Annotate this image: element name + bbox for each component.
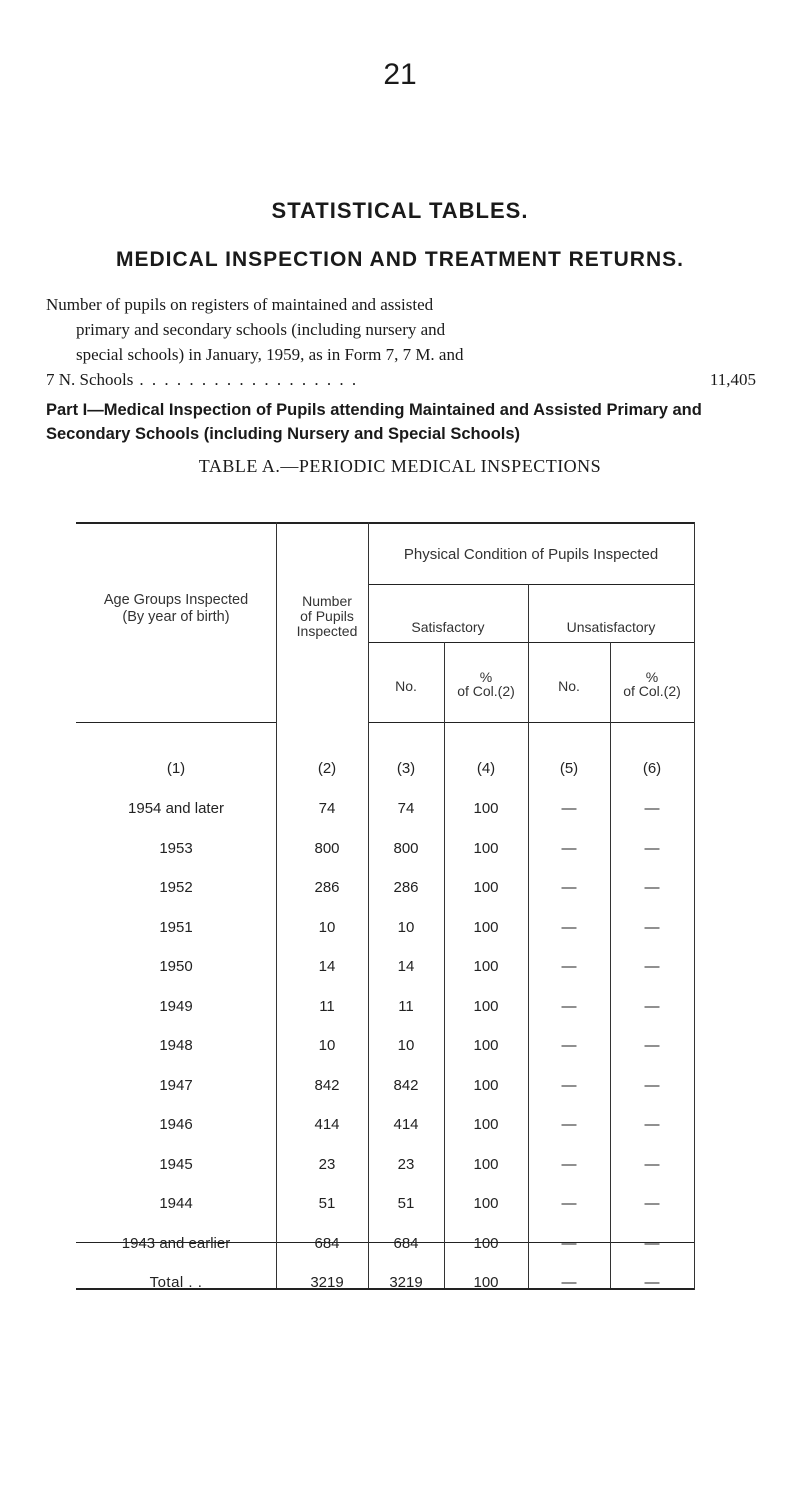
col-divider-4 bbox=[528, 584, 529, 1288]
header-number-inspected-line-2: of Pupils bbox=[300, 608, 354, 624]
table-right-rule bbox=[694, 522, 695, 1290]
table-cell-inspected: 10 bbox=[318, 1037, 336, 1054]
table-cell-inspected: 23 bbox=[318, 1155, 336, 1173]
header-sat-pct-line-2: of Col.(2) bbox=[457, 683, 515, 699]
table-cell-sat-pct: 100 bbox=[473, 800, 499, 817]
column-number: (2) bbox=[317, 760, 337, 777]
header-sat-pct-line-1: % bbox=[479, 669, 493, 685]
intro-line-4-text: 7 N. Schools bbox=[46, 370, 134, 389]
header-physical-condition: Physical Condition of Pupils Inspected bbox=[403, 546, 659, 563]
periodic-inspections-table bbox=[76, 502, 694, 1488]
table-cell-age: 1951 bbox=[159, 918, 193, 936]
table-cell-unsat-pct: — bbox=[644, 1195, 660, 1212]
table-cell-age: 1948 bbox=[159, 1037, 193, 1054]
intro-paragraph bbox=[46, 292, 756, 392]
table-cell-inspected: 11 bbox=[319, 997, 335, 1015]
column-number: (3) bbox=[396, 760, 416, 777]
table-cell-age: 1944 bbox=[159, 1195, 193, 1212]
table-cell-unsat-no: — bbox=[561, 997, 577, 1015]
table-cell-sat-pct: 100 bbox=[473, 1037, 499, 1054]
page-title: STATISTICAL TABLES. bbox=[271, 198, 529, 223]
table-cell-unsat-no: — bbox=[561, 918, 577, 936]
table-cell-sat-no: 286 bbox=[393, 879, 419, 896]
table-cell-sat-pct: 100 bbox=[473, 1116, 499, 1133]
table-cell-unsat-pct: — bbox=[644, 1116, 660, 1133]
table-cell-unsat-pct: — bbox=[644, 958, 660, 975]
table-cell-sat-no: 14 bbox=[397, 958, 415, 975]
table-cell-sat-no: 684 bbox=[393, 1234, 419, 1252]
table-cell-inspected: 842 bbox=[314, 1076, 340, 1094]
table-cell-sat-pct: 100 bbox=[473, 1155, 499, 1173]
table-top-rule bbox=[76, 522, 694, 524]
table-cell-unsat-pct: — bbox=[644, 1037, 660, 1054]
table-cell-unsat-pct: — bbox=[644, 1076, 660, 1094]
unsat-subrule bbox=[528, 642, 694, 643]
header-number-inspected-line-1: Number bbox=[302, 593, 352, 609]
col-divider-2 bbox=[368, 522, 369, 1288]
leader-dots: . . . . . . . . . . . . . . . . . . bbox=[139, 370, 359, 389]
table-cell-unsat-pct: — bbox=[644, 800, 660, 817]
table-cell-age: 1953 bbox=[159, 839, 193, 857]
column-number: (5) bbox=[559, 760, 579, 777]
column-number: (1) bbox=[166, 760, 186, 777]
header-sat-pct bbox=[444, 670, 528, 698]
physical-condition-rule bbox=[368, 584, 694, 585]
column-number: (4) bbox=[476, 760, 496, 777]
total-cell-inspected: 3219 bbox=[310, 1274, 344, 1291]
table-cell-inspected: 74 bbox=[318, 800, 336, 817]
table-cell-sat-no: 800 bbox=[393, 839, 419, 857]
pupils-on-register-value: 11,405 bbox=[709, 370, 756, 389]
table-cell-unsat-pct: — bbox=[644, 1234, 660, 1252]
col-divider-1 bbox=[276, 522, 277, 1288]
table-cell-age: 1947 bbox=[159, 1076, 193, 1094]
total-cell-unsat-pct: — bbox=[644, 1274, 660, 1291]
table-cell-age: 1954 and later bbox=[128, 800, 224, 817]
table-cell-unsat-no: — bbox=[561, 839, 577, 857]
total-cell-sat-no: 3219 bbox=[389, 1274, 423, 1291]
table-title: TABLE A.—PERIODIC MEDICAL INSPECTIONS bbox=[198, 456, 602, 476]
intro-line-2: primary and secondary schools (including nursery and bbox=[76, 320, 446, 339]
total-cell-sat-pct: 100 bbox=[473, 1274, 499, 1291]
table-cell-unsat-no: — bbox=[561, 879, 577, 896]
table-cell-age: 1946 bbox=[159, 1116, 193, 1133]
table-cell-age: 1943 and earlier bbox=[121, 1234, 231, 1252]
header-age-groups-line-2: (By year of birth) bbox=[122, 609, 230, 625]
header-number-inspected bbox=[276, 594, 378, 639]
table-cell-inspected: 414 bbox=[314, 1116, 340, 1133]
table-cell-sat-no: 842 bbox=[393, 1076, 419, 1094]
sat-rule bbox=[368, 642, 528, 643]
table-cell-sat-no: 51 bbox=[397, 1195, 415, 1212]
table-cell-unsat-pct: — bbox=[644, 879, 660, 896]
table-cell-age: 1949 bbox=[159, 997, 193, 1015]
total-cell-label: Total . . bbox=[149, 1274, 203, 1291]
table-cell-inspected: 684 bbox=[314, 1234, 340, 1252]
table-cell-sat-no: 10 bbox=[397, 918, 415, 936]
table-cell-sat-no: 414 bbox=[393, 1116, 419, 1133]
header-unsat-pct-line-2: of Col.(2) bbox=[623, 683, 681, 699]
table-cell-unsat-no: — bbox=[561, 1155, 577, 1173]
table-cell-sat-pct: 100 bbox=[473, 958, 499, 975]
table-cell-inspected: 14 bbox=[318, 958, 336, 975]
table-cell-sat-pct: 100 bbox=[473, 1195, 499, 1212]
header-satisfactory: Satisfactory bbox=[411, 619, 485, 635]
header-bottom-rule-1 bbox=[76, 722, 276, 723]
header-unsat-no: No. bbox=[558, 678, 580, 694]
table-cell-unsat-pct: — bbox=[644, 997, 660, 1015]
table-cell-sat-pct: 100 bbox=[473, 839, 499, 857]
page-subtitle: MEDICAL INSPECTION AND TREATMENT RETURNS. bbox=[116, 248, 684, 271]
table-cell-unsat-pct: — bbox=[644, 918, 660, 936]
table-cell-sat-no: 11 bbox=[398, 997, 414, 1015]
table-cell-age: 1945 bbox=[159, 1155, 193, 1173]
table-cell-sat-pct: 100 bbox=[473, 1234, 499, 1252]
table-cell-unsat-no: — bbox=[561, 958, 577, 975]
part-heading: Part I—Medical Inspection of Pupils attending Maintained and Assisted Primary and Secondary Schools (including Nursery and Special Schools) bbox=[46, 401, 702, 443]
total-cell-unsat-no: — bbox=[561, 1274, 577, 1291]
table-cell-sat-pct: 100 bbox=[473, 918, 499, 936]
header-unsatisfactory: Unsatisfactory bbox=[566, 619, 656, 635]
intro-line-1: Number of pupils on registers of maintained and assisted bbox=[46, 295, 434, 314]
table-cell-sat-pct: 100 bbox=[473, 1076, 499, 1094]
header-age-groups bbox=[76, 592, 276, 626]
table-cell-unsat-no: — bbox=[561, 1076, 577, 1094]
table-cell-inspected: 10 bbox=[318, 918, 336, 936]
table-cell-unsat-no: — bbox=[561, 1234, 577, 1252]
header-number-inspected-line-3: Inspected bbox=[296, 623, 358, 639]
table-cell-unsat-no: — bbox=[561, 800, 577, 817]
header-unsat-pct-line-1: % bbox=[645, 669, 659, 685]
table-cell-inspected: 800 bbox=[314, 839, 340, 857]
table-cell-unsat-pct: — bbox=[644, 839, 660, 857]
table-cell-unsat-no: — bbox=[561, 1037, 577, 1054]
table-cell-sat-pct: 100 bbox=[473, 997, 499, 1015]
header-bottom-rule-2 bbox=[368, 722, 694, 723]
header-age-groups-line-1: Age Groups Inspected bbox=[103, 592, 249, 608]
table-cell-sat-no: 74 bbox=[397, 800, 415, 817]
table-cell-unsat-no: — bbox=[561, 1195, 577, 1212]
column-number: (6) bbox=[642, 760, 662, 777]
table-cell-inspected: 286 bbox=[314, 879, 340, 896]
table-cell-sat-no: 23 bbox=[397, 1155, 415, 1173]
header-unsat-pct bbox=[610, 670, 694, 698]
page-number: 21 bbox=[383, 58, 417, 91]
table-cell-age: 1952 bbox=[159, 879, 193, 896]
table-cell-age: 1950 bbox=[159, 958, 193, 975]
table-cell-inspected: 51 bbox=[318, 1195, 336, 1212]
table-cell-unsat-no: — bbox=[561, 1116, 577, 1133]
table-cell-sat-pct: 100 bbox=[473, 879, 499, 896]
table-cell-unsat-pct: — bbox=[644, 1155, 660, 1173]
table-cell-sat-no: 10 bbox=[397, 1037, 415, 1054]
header-sat-no: No. bbox=[395, 678, 417, 694]
intro-line-4 bbox=[46, 367, 756, 392]
intro-line-3: special schools) in January, 1959, as in Form 7, 7 M. and bbox=[76, 345, 464, 364]
